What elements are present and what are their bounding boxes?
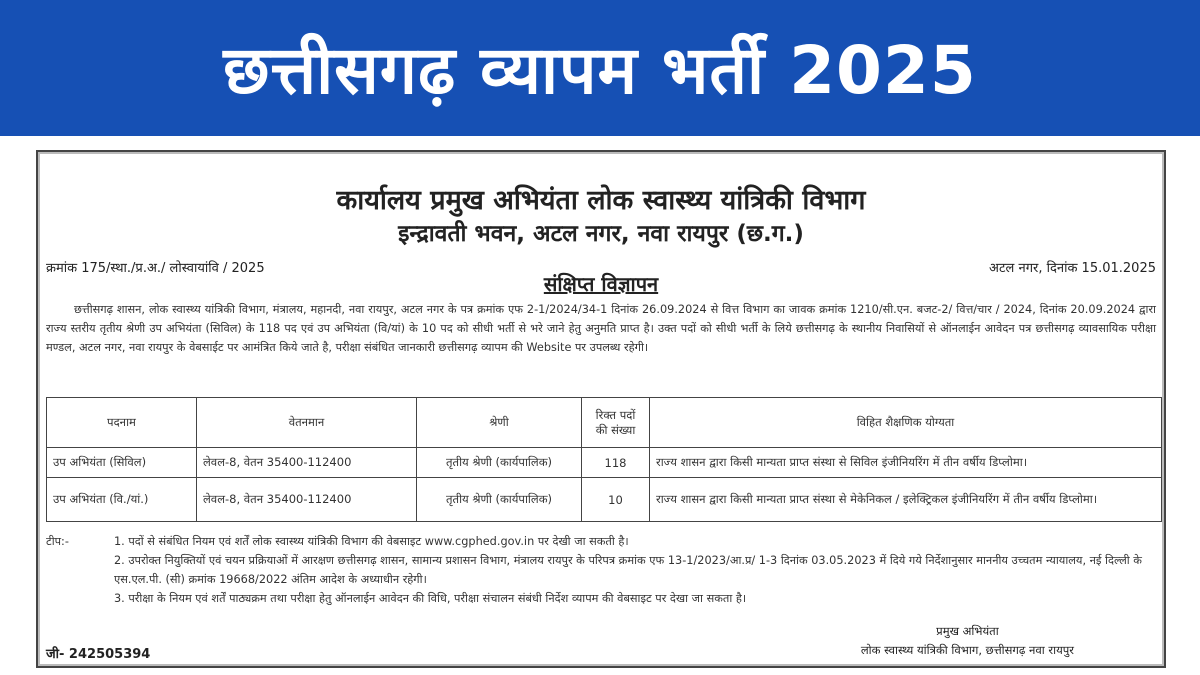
notice-paragraph: छत्तीसगढ़ शासन, लोक स्वास्थ्य यांत्रिकी विभाग, मंत्रालय, महानदी, नवा रायपुर, अटल नगर के पत्र क्रमांक एफ 2-1/2024/34-1 दिनांक 26.09.2024 से वित्त विभाग का जावक क्रमांक 1210/सी.एन. बजट-2/ वित्त/चार / 2024, दिनांक 20.09.2024 द्वारा राज्य स्तरीय तृतीय श्रेणी उप अभियंता (सिविल) के 118 पद एवं उप अभियंता (वि/यां) के 10 पद को सीधी भर्ती से भरे जाने हेतु अनुमति प्राप्त है। उक्त पदों को सीधी भर्ती के लिये छत्तीसगढ़ के स्थानीय निवासियों से ऑनलाईन आवेदन पत्र छत्तीसगढ़ व्यावसायिक परीक्षा मण्डल, अटल नगर, नवा रायपुर के वेबसाईट पर आमंत्रित किये जाते है, परीक्षा संबंधित जानकारी छत्तीसगढ़ व्यापम की Website पर उपलब्ध रहेगी। [46,303,1156,354]
header-pay: वेतनमान [197,398,417,448]
header-qualification: विहित शैक्षणिक योग्यता [650,398,1162,448]
vacancy-table [46,397,1162,522]
cell-pay: लेवल-8, वेतन 35400-112400 [197,478,417,522]
ji-number: जी- 242505394 [46,647,151,662]
cell-vacancies: 118 [582,448,650,478]
cell-pay: लेवल-8, वेतन 35400-112400 [197,448,417,478]
banner-title: छत्तीसगढ़ व्यापम भर्ती 2025 [223,32,977,109]
signatory-department: लोक स्वास्थ्य यांत्रिकी विभाग, छत्तीसगढ़ नवा रायपुर [860,643,1074,657]
table-header-row [47,398,1162,448]
signature-block [861,622,1074,660]
header-post: पदनाम [47,398,197,448]
cell-post: उप अभियंता (वि./यां.) [47,478,197,522]
office-name: कार्यालय प्रमुख अभियंता लोक स्वास्थ्य यांत्रिकी विभाग [336,185,866,216]
cell-post: उप अभियंता (सिविल) [47,448,197,478]
office-address: इन्द्रावती भवन, अटल नगर, नवा रायपुर (छ.ग.) [398,221,804,247]
recruitment-notice [36,150,1166,668]
notes-section [46,532,1156,608]
reference-number: क्रमांक 175/स्था./प्र.अ./ लोस्वायांवि / 2025 [46,261,265,276]
cell-qualification: राज्य शासन द्वारा किसी मान्यता प्राप्त संस्था से सिविल इंजीनियरिंग में तीन वर्षीय डिप्लोमा। [650,448,1162,478]
notice-date: अटल नगर, दिनांक 15.01.2025 [989,261,1156,276]
table-row [47,448,1162,478]
header-category: श्रेणी [417,398,582,448]
cell-category: तृतीय श्रेणी (कार्यपालिक) [417,448,582,478]
note-item: 1. पदों से संबंधित नियम एवं शर्तें लोक स्वास्थ्य यांत्रिकी विभाग की वेबसाइट www.cgphed.gov.in पर देखी जा सकती है। [114,535,629,548]
note-item: 3. परीक्षा के नियम एवं शर्तें पाठ्यक्रम तथा परीक्षा हेतु ऑनलाईन आवेदन की विधि, परीक्षा संचालन संबंधी निर्देश व्यापम की वेबसाइट पर देखा जा सकता है। [114,592,747,605]
cell-category: तृतीय श्रेणी (कार्यपालिक) [417,478,582,522]
title-banner [0,0,1200,136]
note-item: 2. उपरोक्त नियुक्तियों एवं चयन प्रक्रियाओं में आरक्षण छत्तीसगढ़ शासन, सामान्य प्रशासन विभाग, मंत्रालय रायपुर के परिपत्र क्रमांक एफ 13-1/2023/आ.प्र/ 1-3 दिनांक 03.05.2023 में दिये गये निर्देशानुसार माननीय उच्चतम न्यायालय, नई दिल्ली के एस.एल.पी. (सी) क्रमांक 19668/2022 अंतिम आदेश के अध्याधीन रहेगी। [114,554,1142,586]
cell-qualification: राज्य शासन द्वारा किसी मान्यता प्राप्त संस्था से मेकेनिकल / इलेक्ट्रिकल इंजीनियरिंग में तीन वर्षीय डिप्लोमा। [650,478,1162,522]
notice-subject: संक्षिप्त विज्ञापन [543,272,659,296]
table-row [47,478,1162,522]
notes-label: टीप:- [46,535,69,548]
signatory-title: प्रमुख अभियंता [936,624,999,638]
cell-vacancies: 10 [582,478,650,522]
header-vacancies: रिक्त पदों की संख्या [582,398,650,448]
